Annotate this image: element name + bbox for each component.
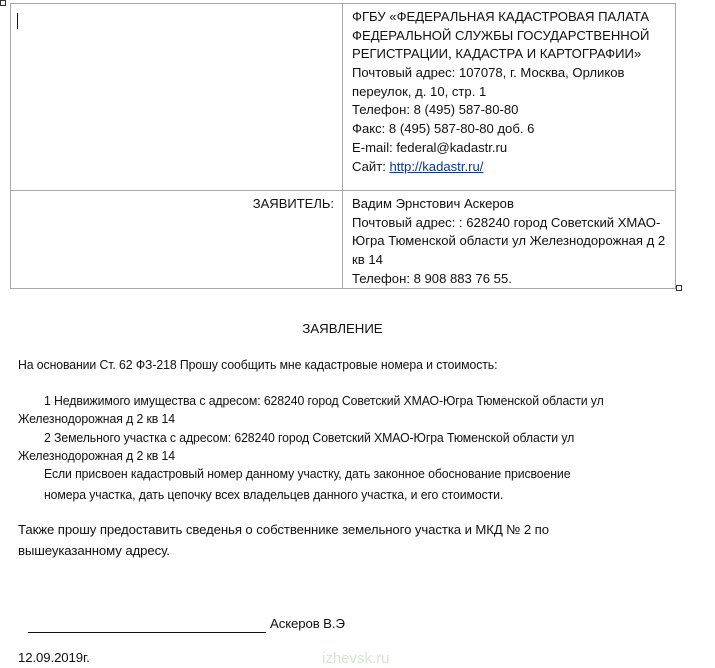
org-site-link[interactable]: http://kadastr.ru/: [389, 158, 484, 174]
note-line-2: [44, 487, 538, 502]
request-line-1: Также прошу предоставить сведенья о собственнике земельного участка и МКД № 2 по: [18, 522, 549, 537]
document-title: ЗАЯВЛЕНИЕ: [302, 321, 383, 336]
org-address-line-1: Почтовый адрес: 107078, г. Москва, Орликов: [352, 65, 625, 81]
header-table: [10, 3, 676, 289]
signature-line: [28, 632, 266, 633]
applicant-address-line-2: Югра Тюменской области ул Железнодорожная д 2: [352, 233, 666, 249]
intro-text: На основании Ст. 62 ФЗ-218 Прошу сообщить мне кадастровые номера и стоимость:: [18, 357, 498, 372]
org-line-1: ФГБУ «ФЕДЕРАЛЬНАЯ КАДАСТРОВАЯ ПАЛАТА: [352, 9, 650, 24]
item-2-text: 2 Земельного участка с адресом: 628240 город Советский ХМАО-Югра Тюменской области ул: [44, 430, 575, 445]
table-resize-handle[interactable]: [676, 285, 682, 291]
applicant-row: [11, 191, 676, 289]
applicant-cell[interactable]: [343, 191, 676, 289]
recipient-cell[interactable]: [343, 4, 676, 191]
recipient-row: [11, 4, 676, 191]
applicant-phone: Телефон: 8 908 883 76 55.: [352, 270, 512, 286]
recipient-block: [343, 4, 675, 176]
org-email: E-mail: federal@kadastr.ru: [352, 139, 508, 155]
intro-paragraph: [18, 357, 533, 372]
note-text-cont: номера участка, дать цепочку всех владельцев данного участка, и его стоимости.: [44, 487, 504, 502]
signature-name: Аскеров В.Э: [270, 616, 345, 631]
org-site-label: Сайт:: [352, 158, 390, 174]
document-date: 12.09.2019г.: [18, 650, 90, 665]
text-cursor: [17, 13, 18, 29]
org-line-3: РЕГИСТРАЦИИ, КАДАСТРА И КАРТОГРАФИИ»: [352, 46, 642, 62]
org-phone: Телефон: 8 (495) 587-80-80: [352, 102, 519, 118]
watermark: izhevsk.ru: [322, 650, 390, 667]
applicant-address-line-1: Почтовый адрес: : 628240 город Советский ХМАО-: [352, 214, 661, 230]
item-2-text-cont: Железнодорожная д 2 кв 14: [18, 448, 175, 463]
item-1-text-cont: Железнодорожная д 2 кв 14: [18, 411, 175, 426]
org-line-2: ФЕДЕРАЛЬНОЙ СЛУЖБЫ ГОСУДАРСТВЕННОЙ: [352, 27, 650, 43]
item-1-line-2: [18, 411, 187, 426]
org-address-line-2: переулок, д. 10, стр. 1: [352, 83, 487, 99]
item-2-line-1: [44, 430, 614, 445]
left-empty-cell[interactable]: [11, 4, 343, 191]
applicant-label: ЗАЯВИТЕЛЬ:: [252, 196, 334, 211]
org-fax: Факс: 8 (495) 587-80-80 доб. 6: [352, 121, 535, 137]
applicant-name: Вадим Эрнстович Аскеров: [352, 196, 514, 211]
applicant-label-cell[interactable]: [11, 191, 343, 289]
item-1-line-1: [44, 393, 646, 408]
table-move-handle[interactable]: [0, 0, 6, 6]
item-1-text: 1 Недвижимого имущества с адресом: 628240 город Советский ХМАО-Югра Тюменской области ул: [44, 393, 604, 408]
applicant-block: [343, 191, 675, 288]
org-site-line: [352, 158, 671, 177]
applicant-address-line-3: кв 14: [352, 252, 383, 268]
note-line-1: [44, 466, 610, 481]
item-2-line-2: [18, 448, 187, 463]
request-line-2: вышеуказанному адресу.: [18, 543, 170, 558]
note-text: Если присвоен кадастровый номер данному участку, дать законное обоснование присвоение: [44, 466, 571, 481]
